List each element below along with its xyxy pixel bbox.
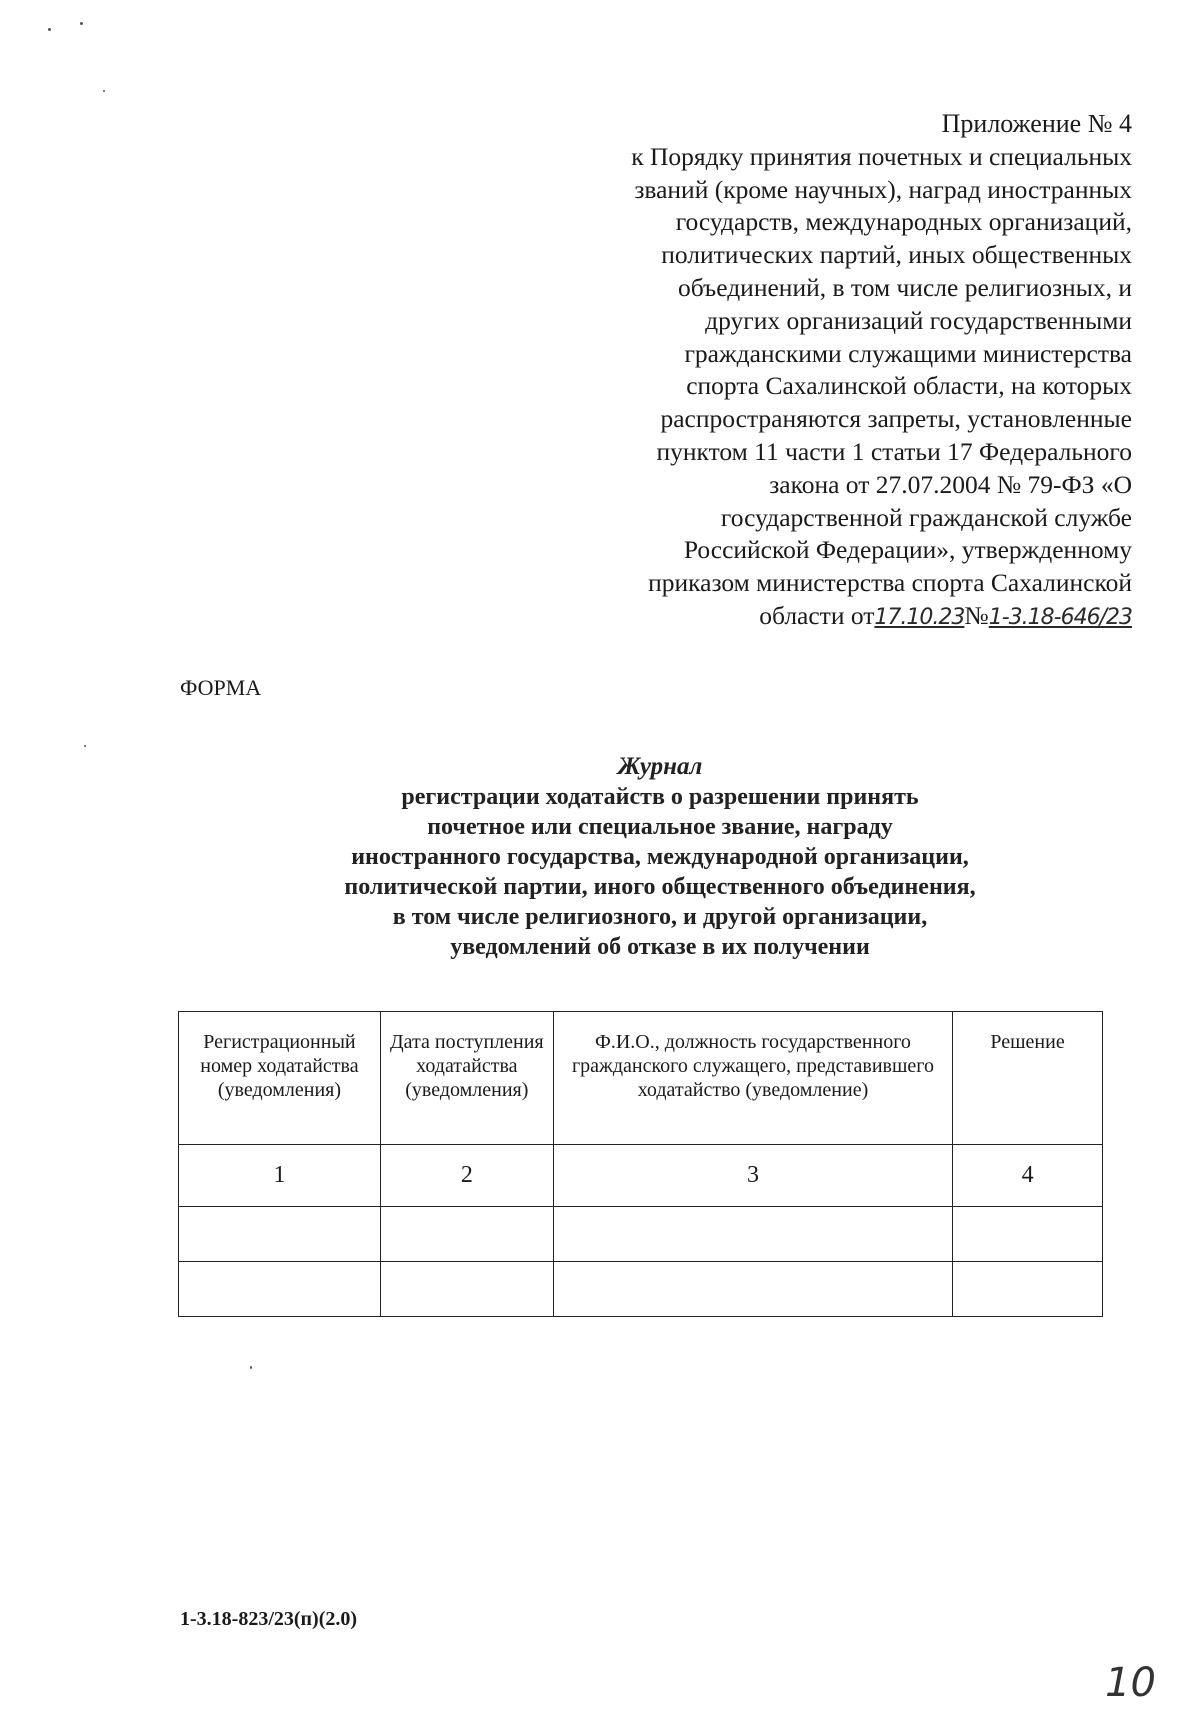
table-cell — [553, 1262, 952, 1317]
appendix-line: государств, международных организаций, — [675, 207, 1132, 237]
appendix-line: к Порядку принятия почетных и специальных — [631, 141, 1132, 171]
journal-line: регистрации ходатайств о разрешении принять — [401, 784, 919, 810]
header-reg-number: Регистрационный номер ходатайства (уведомления) — [179, 1012, 381, 1145]
appendix-line: приказом министерства спорта Сахалинской — [648, 568, 1132, 598]
handwritten-page-number: 10 — [1105, 1660, 1156, 1706]
journal-line: уведомлений об отказе в их получении — [450, 934, 870, 960]
table-cell — [380, 1262, 553, 1317]
header-date: Дата поступления ходатайства (уведомления) — [380, 1012, 553, 1145]
appendix-line: распространяются запреты, установленные — [660, 404, 1132, 434]
table-cell — [179, 1207, 381, 1262]
appendix-date-prefix: области от — [759, 600, 875, 630]
appendix-line: пунктом 11 части 1 статьи 17 Федерального — [656, 436, 1132, 466]
journal-line: иностранного государства, международной организации, — [351, 844, 969, 870]
table-row — [179, 1262, 1103, 1317]
appendix-last-line — [532, 600, 1132, 635]
table-header-row — [179, 1012, 1103, 1145]
handwritten-number: 1-3.18-646/23 — [988, 604, 1132, 630]
header-decision: Решение — [953, 1012, 1103, 1145]
appendix-line: закона от 27.07.2004 № 79-ФЗ «О — [769, 469, 1132, 499]
scan-speck — [250, 1366, 252, 1369]
journal-heading: Журнал — [617, 753, 703, 780]
scan-speck — [84, 745, 86, 747]
form-label: ФОРМА — [180, 675, 262, 700]
appendix-line: других организаций государственными — [705, 305, 1132, 335]
table-cell — [179, 1262, 381, 1317]
journal-line: политической партии, иного общественного объединения, — [344, 874, 976, 900]
appendix-line: званий (кроме научных), наград иностранных — [634, 174, 1132, 204]
appendix-line: политических партий, иных общественных — [661, 240, 1132, 270]
header-employee: Ф.И.О., должность государственного гражданского служащего, представившего ходатайство (уведомление) — [553, 1012, 952, 1145]
table-cell — [953, 1262, 1103, 1317]
table-cell — [380, 1207, 553, 1262]
handwritten-date: 17.10.23 — [874, 604, 965, 630]
appendix-line: объединений, в том числе религиозных, и — [677, 272, 1132, 302]
table-cell — [953, 1207, 1103, 1262]
journal-title-block — [230, 752, 1090, 962]
table-cell — [553, 1207, 952, 1262]
registration-table — [178, 1011, 1103, 1317]
appendix-line: спорта Сахалинской области, на которых — [686, 371, 1132, 401]
scan-speck — [80, 22, 83, 25]
document-code: 1-3.18-823/23(п)(2.0) — [180, 1608, 358, 1630]
appendix-block — [532, 108, 1132, 635]
appendix-line: гражданскими служащими министерства — [684, 338, 1132, 368]
column-number: 1 — [179, 1145, 381, 1207]
column-number: 2 — [380, 1145, 553, 1207]
appendix-title: Приложение № 4 — [941, 109, 1132, 138]
table-number-row — [179, 1145, 1103, 1207]
scan-speck — [48, 28, 51, 31]
column-number: 3 — [553, 1145, 952, 1207]
appendix-line: Российской Федерации», утвержденному — [683, 535, 1132, 565]
journal-line: в том числе религиозного, и другой организации, — [392, 904, 928, 930]
table-row — [179, 1207, 1103, 1262]
column-number: 4 — [953, 1145, 1103, 1207]
journal-line: почетное или специальное звание, награду — [427, 814, 893, 840]
number-sign: № — [964, 600, 989, 630]
scan-speck — [103, 90, 105, 92]
appendix-line: государственной гражданской службе — [720, 502, 1132, 532]
